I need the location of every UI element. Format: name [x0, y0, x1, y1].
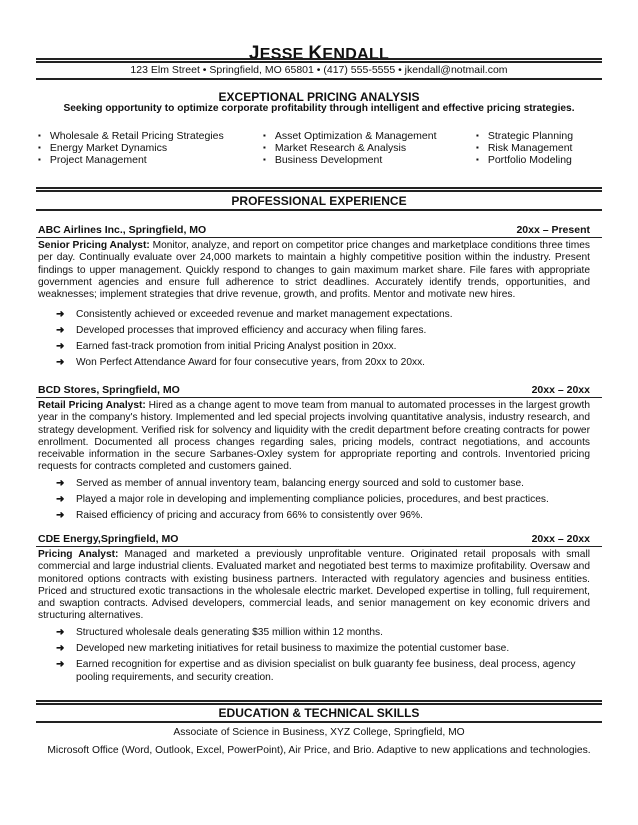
- job-header-bcd: [36, 383, 602, 398]
- company-name: CDE Energy,Springfield, MO: [38, 533, 179, 545]
- company-name: BCD Stores, Springfield, MO: [38, 384, 180, 396]
- achievement-item: ➜ Won Perfect Attendance Award for four consecutive years, from 20xx to 20xx.: [56, 357, 426, 368]
- arrow-right-icon: ➜: [56, 627, 65, 638]
- job-description: Retail Pricing Analyst: Hired as a change agent to move team from manual to automated processes in the largest growth year in the company's history. Implemented and led special projects involving quantitative analysis, industry research, and strategy development. Verified risk for solvency and liquidity with the credit department before creating contracts for power enrollment. Documented all process changes regarding sales, pricing models, contract negotiations, and accounts receivable information in the secure Sarbanes-Oxley system for appropriate reporting and controls. Inventoried pricing requests for contracts completed and customers gained.: [38, 400, 590, 473]
- achievements-list: [56, 478, 596, 526]
- skills-column-2: [263, 130, 437, 166]
- job-dates: 20xx – 20xx: [531, 533, 590, 545]
- education-double-rule: [36, 700, 602, 705]
- job-description: Pricing Analyst: Managed and marketed a previously unprofitable venture. Originated retail proposals with small commercial and large industrial clients. Evaluated market and negotiated best terms to maximize profitability. Oversaw and monitored options contracts with existing business partners. Interacted with regulatory agencies and business entities. Priced and structured exotic transactions in the wholesale electric market. Developed expertise in tolling, full requirement, and swaption contracts. Advised developers, commercial leads, and senior management on key economic drivers and structuring alternatives.: [38, 549, 590, 622]
- objective-title: EXCEPTIONAL PRICING ANALYSIS: [218, 90, 420, 104]
- skill-item: ▪ Portfolio Modeling: [476, 154, 573, 166]
- technical-skills: Microsoft Office (Word, Outlook, Excel, PowerPoint), Air Price, and Brio. Adaptive to new applications and technologies.: [47, 745, 591, 756]
- skill-item: ▪ Asset Optimization & Management: [263, 130, 437, 142]
- skill-item: ▪ Risk Management: [476, 142, 573, 154]
- skill-item: ▪ Energy Market Dynamics: [38, 142, 224, 154]
- arrow-right-icon: ➜: [56, 357, 65, 368]
- experience-section-title: PROFESSIONAL EXPERIENCE: [231, 194, 407, 208]
- job-dates: 20xx – 20xx: [531, 384, 590, 396]
- arrow-right-icon: ➜: [56, 643, 65, 654]
- contact-line: 123 Elm Street • Springfield, MO 65801 • (417) 555-5555 • jkendall@notmail.com: [130, 64, 508, 76]
- job-header-cde: [36, 532, 602, 547]
- arrow-right-icon: ➜: [56, 510, 65, 521]
- experience-double-rule: [36, 187, 602, 192]
- achievement-item: ➜ Developed new marketing initiatives for retail business to maximize the potential customer base.: [56, 643, 510, 654]
- skill-item: ▪ Project Management: [38, 154, 224, 166]
- header-rule: [36, 78, 602, 80]
- achievement-item: ➜ Raised efficiency of pricing and accuracy from 66% to consistently over 96%.: [56, 510, 423, 521]
- skills-column-1: [38, 130, 224, 166]
- job-dates: 20xx – Present: [516, 224, 590, 236]
- skill-item: ▪ Wholesale & Retail Pricing Strategies: [38, 130, 224, 142]
- achievement-item: ➜ Developed processes that improved efficiency and accuracy when filing fares.: [56, 325, 427, 336]
- arrow-right-icon: ➜: [56, 309, 65, 320]
- company-name: ABC Airlines Inc., Springfield, MO: [38, 224, 207, 236]
- education-rule: [36, 721, 602, 723]
- achievement-item: ➜ Served as member of annual inventory team, balancing energy sourced and sold to customer base.: [56, 478, 524, 489]
- arrow-right-icon: ➜: [56, 478, 65, 489]
- education-degree: Associate of Science in Business, XYZ College, Springfield, MO: [173, 727, 465, 738]
- education-section-title: EDUCATION & TECHNICAL SKILLS: [218, 706, 420, 720]
- arrow-right-icon: ➜: [56, 494, 65, 505]
- achievement-item: ➜ Consistently achieved or exceeded revenue and market management expectations.: [56, 309, 453, 320]
- job-header-abc: [36, 223, 602, 238]
- skill-item: ▪ Market Research & Analysis: [263, 142, 437, 154]
- skill-item: ▪ Strategic Planning: [476, 130, 573, 142]
- achievement-item: ➜ Played a major role in developing and implementing compliance policies, procedures, and best practices.: [56, 494, 549, 505]
- job-description: Senior Pricing Analyst: Monitor, analyze, and report on competitor price changes and marketplace conditions three times per day. Continually evaluate over 24,000 markets to maintain a highly competitive position within the industry. Present findings to upper management. Quickly respond to changes to gain maximum market share. File fares with appropriate government agencies and ensure full adherence to strict deadlines. Accurately identify trends, opportunities, and weaknesses; implement strategies that drive revenue, growth, and profits. Mentor and motivate new hires.: [38, 240, 590, 301]
- achievement-item: ➜ Earned fast-track promotion from initial Pricing Analyst position in 20xx.: [56, 341, 397, 352]
- experience-rule: [36, 209, 602, 211]
- achievements-list: [56, 309, 596, 373]
- achievement-item: ➜ Earned recognition for expertise and as division specialist on bulk guaranty fee business, deal process, agency pooling requirements, and security creation.: [56, 659, 576, 683]
- skills-column-3: [476, 130, 573, 166]
- arrow-right-icon: ➜: [56, 325, 65, 336]
- arrow-right-icon: ➜: [56, 341, 65, 352]
- achievement-item: ➜ Structured wholesale deals generating $35 million within 12 months.: [56, 627, 383, 638]
- achievements-list: [56, 627, 596, 688]
- candidate-name: JESSE KENDALL: [248, 43, 390, 64]
- arrow-right-icon: ➜: [56, 659, 65, 670]
- header-double-rule: [36, 58, 602, 63]
- objective-subtitle: Seeking opportunity to optimize corporate profitability through intelligent and effective pricing strategies.: [63, 103, 575, 114]
- skill-item: ▪ Business Development: [263, 154, 437, 166]
